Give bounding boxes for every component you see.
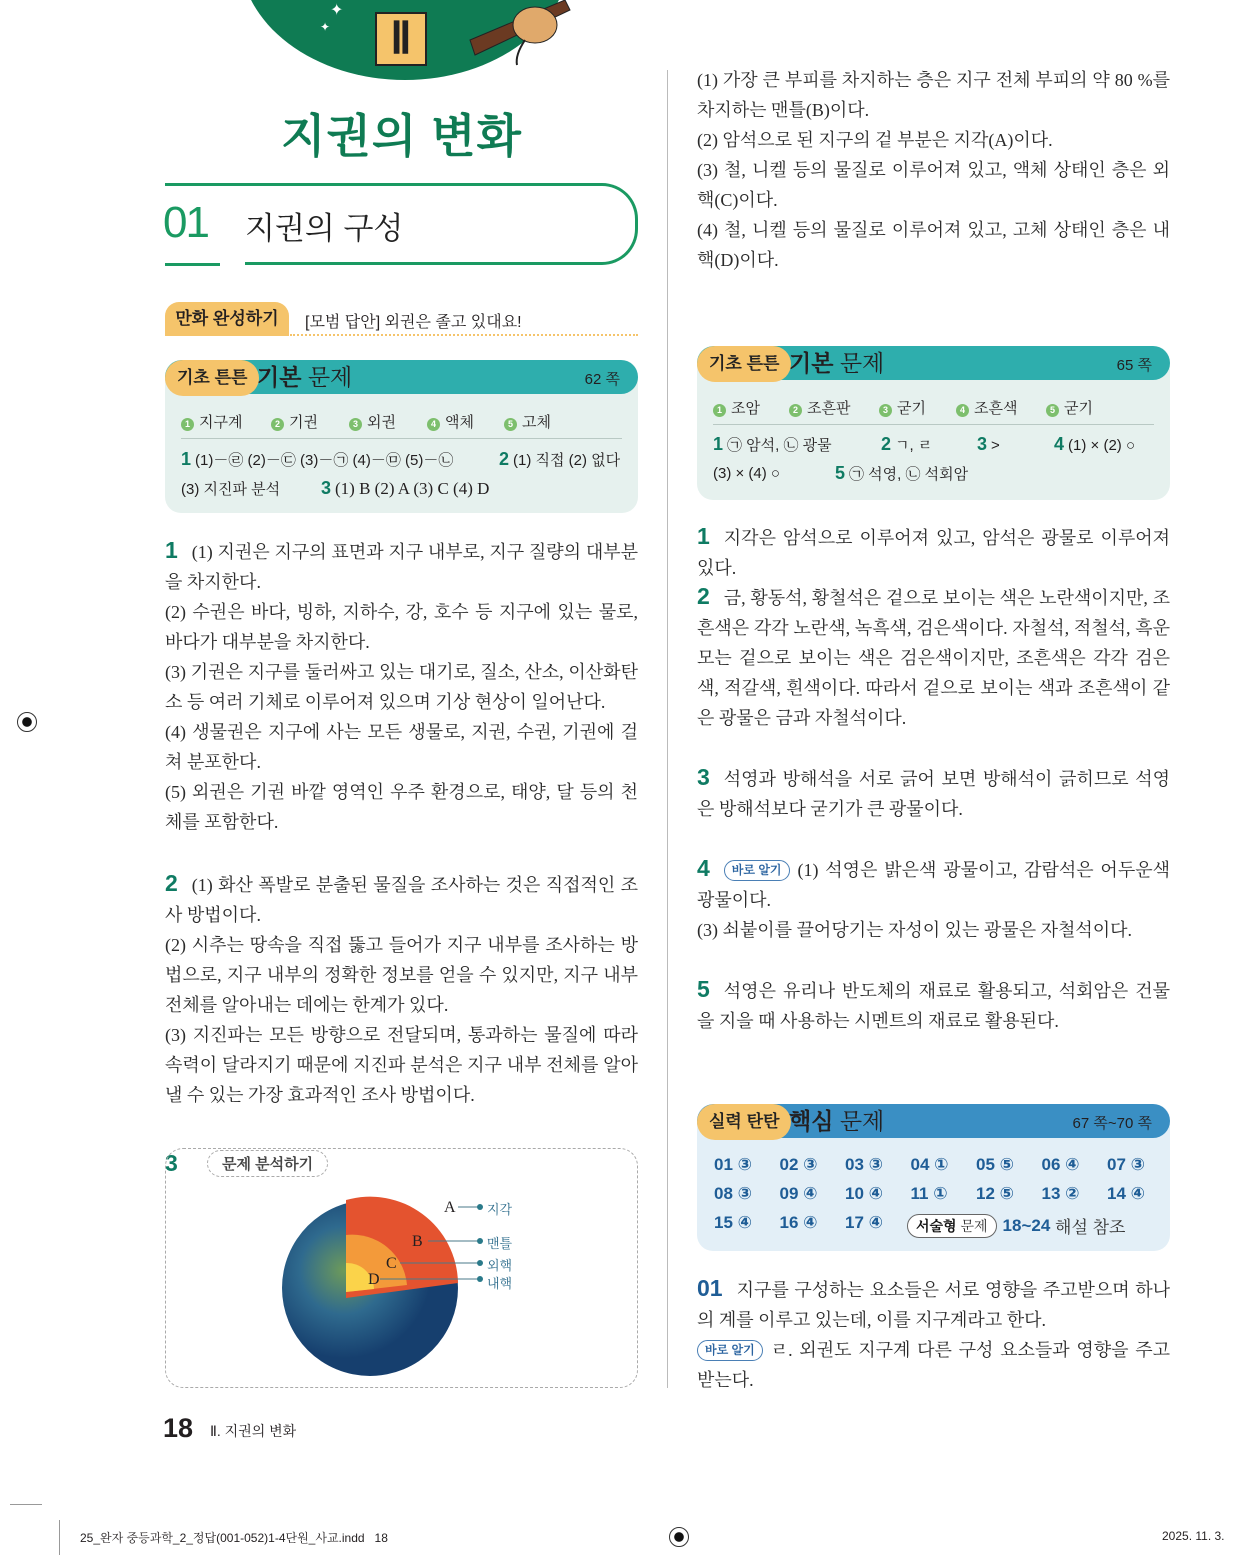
core-answer: 09 ④ xyxy=(779,1184,818,1203)
box-tag: 기초 튼튼 xyxy=(165,360,259,396)
answer-explanation-3: 3 석영과 방해석을 서로 긁어 보면 방해석이 긁히므로 석영은 방해석보다 굳기가 큰 광물이다. xyxy=(697,764,1170,819)
item-number: 3 xyxy=(165,1150,178,1176)
registration-mark-icon xyxy=(17,712,37,732)
core-problems-box xyxy=(697,1104,1170,1251)
core-answer: 03 ③ xyxy=(845,1155,884,1174)
layer-name-mantle: 맨틀 xyxy=(487,1236,513,1251)
layer-name-outer-core: 외핵 xyxy=(487,1258,513,1273)
term: 5 굳기 xyxy=(1046,397,1093,418)
page-reference: 67 쪽~70 쪽 xyxy=(1072,1115,1152,1132)
basic-problems-box xyxy=(697,346,1170,500)
core-answer: 17 ④ xyxy=(845,1213,884,1232)
core-answer: 06 ④ xyxy=(1041,1155,1080,1174)
layer-label-C: C xyxy=(386,1255,397,1272)
core-answer: 01 ③ xyxy=(714,1155,753,1174)
answer: 2 ㄱ, ㄹ xyxy=(881,434,933,454)
page-reference: 65 쪽 xyxy=(1116,357,1152,374)
essay-range: 18~24 xyxy=(1002,1215,1051,1235)
term: 4 조흔색 xyxy=(956,397,1046,418)
term: 3 외권 xyxy=(349,411,427,432)
term: 1 조암 xyxy=(713,397,789,418)
layer-label-D: D xyxy=(368,1271,380,1288)
essay-tag: 서술형 문제 xyxy=(907,1214,997,1238)
core-answer: 07 ③ xyxy=(1107,1155,1146,1174)
term: 2 기권 xyxy=(271,411,349,432)
answer: 5 ㉠ 석영, ㉡ 석회암 xyxy=(835,463,969,483)
box-title-bold: 핵심 xyxy=(789,1108,834,1134)
answer-explanation-2: 2 (1) 화산 폭발로 분출된 물질을 조사하는 것은 직접적인 조사 방법이다. (2) 시추는 땅속을 직접 뚫고 들어가 지구 내부를 조사하는 방법으로, 지구 내부의 정확한 정보를 얻을 수 있지만, 지구 내부 전체를 알아내는 데에는 한계가 있다. (3) 지진파는 모든 방향으로 전달되며, 통과하는 물질에 따라 속력이 달라지기 때문에 지진파 분석은 지구 내부 전체를 알아낼 수 있는 가장 효과적인 조사 방법이다. xyxy=(165,870,638,1105)
core-explanation-01: 01 지구를 구성하는 요소들은 서로 영향을 주고받으며 하나의 계를 이루고 있는데, 이를 지구계라고 한다. 바로 알기 ㄹ. 외권도 지구계 다른 구성 요소들과 영향을 주고받는다. xyxy=(697,1275,1170,1390)
box-title: 문제 xyxy=(307,364,353,390)
core-answer: 05 ⑤ xyxy=(976,1155,1015,1174)
analysis-tag: 문제 분석하기 xyxy=(207,1150,328,1177)
answer-explanation-1: 1 (1) 지권은 지구의 표면과 지구 내부로, 지구 질량의 대부분을 차지한다. (2) 수권은 바다, 빙하, 지하수, 강, 호수 등 지구에 있는 물로, 바다가 대부분을 차지한다. (3) 기권은 지구를 둘러싸고 있는 대기로, 질소, 산소, 이산화탄소 등 여러 기체로 이루어져 있으며 기상 현상이 일어난다. (4) 생물권은 지구에 사는 모든 생물로, 지권, 수권, 기권에 걸쳐 분포한다. (5) 외권은 기권 바깥 영역인 우주 환경으로, 태양, 달 등의 천체를 포함한다. xyxy=(165,537,638,832)
term: 5 고체 xyxy=(504,411,551,432)
answer-explanation-4: 4 바로 알기 (1) 석영은 밝은색 광물이고, 감람석은 어두운색 광물이다. (3) 쇠붙이를 끌어당기는 자성이 있는 광물은 자철석이다. xyxy=(697,855,1170,940)
core-answer: 12 ⑤ xyxy=(976,1184,1015,1203)
core-answer: 04 ① xyxy=(910,1155,949,1174)
answer: (3) × (4) ○ xyxy=(713,465,780,482)
sparkle-icon: ✦ xyxy=(320,20,331,34)
answer: 1 (1)－㉣ (2)－㉢ (3)－㉠ (4)－㉤ (5)－㉡ xyxy=(181,449,454,469)
answer-explanation-5: 5 석영은 유리나 반도체의 재료로 활용되고, 석회암은 건물을 지을 때 사용하는 시멘트의 재료로 활용된다. xyxy=(697,976,1170,1031)
essay-note: 해설 참조 xyxy=(1055,1218,1126,1237)
layer-label-A: A xyxy=(444,1199,456,1216)
comic-tag: 만화 완성하기 xyxy=(165,302,289,336)
layer-label-B: B xyxy=(412,1233,423,1250)
section-number: 01 xyxy=(163,198,208,247)
term: 1 지구계 xyxy=(181,411,271,432)
basic-problems-box xyxy=(165,360,638,513)
page-reference: 62 쪽 xyxy=(584,371,620,388)
answer: 1 ㉠ 암석, ㉡ 광물 xyxy=(713,434,832,454)
core-answer: 16 ④ xyxy=(779,1213,818,1232)
term: 4 액체 xyxy=(427,411,504,432)
box-tag: 기초 튼튼 xyxy=(697,346,791,382)
print-date: 2025. 11. 3. xyxy=(1162,1529,1225,1543)
core-answer: 11 ① xyxy=(910,1184,948,1203)
box-title: 문제 xyxy=(839,1108,885,1134)
answer: (3) 지진파 분석 xyxy=(181,481,281,498)
core-answer: 08 ③ xyxy=(714,1184,753,1203)
answer-explanation-2: 2 금, 황동석, 황철석은 겉으로 보이는 색은 노란색이지만, 조흔색은 각각 노란색, 녹흑색, 검은색이다. 자철석, 적철석, 흑운모는 겉으로 보이는 색은 검은색이지만, 조흔색은 각각 검은색, 적갈색, 흰색이다. 따라서 겉으로 보이는 색과 조흔색이 같은 광물은 금과 자철석이다. xyxy=(697,583,1170,728)
registration-mark-icon xyxy=(669,1527,689,1547)
box-title-bold: 기본 xyxy=(257,364,302,390)
section-title: 지권의 구성 xyxy=(245,211,404,246)
answer: 3 > xyxy=(977,434,1000,454)
answer-explanation-3: (1) 가장 큰 부피를 차지하는 층은 지구 전체 부피의 약 80 %를 차지하는 맨틀(B)이다. (2) 암석으로 된 지구의 겉 부분은 지각(A)이다. (3) 철, 니켈 등의 물질로 이루어져 있고, 액체 상태인 층은 외핵(C)이다. (4) 철, 니켈 등의 물질로 이루어져 있고, 고체 상태인 층은 내핵(D)이다. xyxy=(697,70,1170,270)
layer-name-crust: 지각 xyxy=(487,1202,513,1217)
running-chapter: Ⅱ. 지권의 변화 xyxy=(210,1423,297,1439)
term: 2 조흔판 xyxy=(789,397,879,418)
core-answer: 14 ④ xyxy=(1107,1184,1146,1203)
core-answer: 15 ④ xyxy=(714,1213,753,1232)
layer-name-inner-core: 내핵 xyxy=(487,1276,513,1291)
correct-it-badge: 바로 알기 xyxy=(724,860,790,881)
answer-explanation-1: 1 지각은 암석으로 이루어져 있고, 암석은 광물로 이루어져 있다. xyxy=(697,523,1170,578)
term: 3 굳기 xyxy=(879,397,956,418)
comic-answer: [모범 답안] 외권은 졸고 있대요! xyxy=(305,314,522,331)
column-divider xyxy=(667,70,668,1388)
page-number: 18 xyxy=(163,1413,194,1443)
chapter-numeral: Ⅱ xyxy=(375,12,427,66)
answer: 4 (1) × (2) ○ xyxy=(1054,434,1136,454)
box-tag: 실력 탄탄 xyxy=(697,1104,791,1140)
chapter-title: 지권의 변화 xyxy=(281,110,522,162)
print-file-name: 25_완자 중등과학_2_정답(001-052)1-4단원_사교.indd 18 xyxy=(80,1531,388,1545)
answer: 3 (1) B (2) A (3) C (4) D xyxy=(321,478,490,498)
core-answer: 13 ② xyxy=(1041,1184,1080,1203)
cat-on-branch-illustration xyxy=(465,0,575,70)
sparkle-icon: ✦ xyxy=(330,2,344,19)
answer: 2 (1) 직접 (2) 없다 xyxy=(499,449,621,469)
box-title-bold: 기본 xyxy=(789,350,834,376)
core-answer: 02 ③ xyxy=(779,1155,818,1174)
correct-it-badge: 바로 알기 xyxy=(697,1340,763,1361)
box-title: 문제 xyxy=(839,350,885,376)
core-answer: 10 ④ xyxy=(845,1184,884,1203)
